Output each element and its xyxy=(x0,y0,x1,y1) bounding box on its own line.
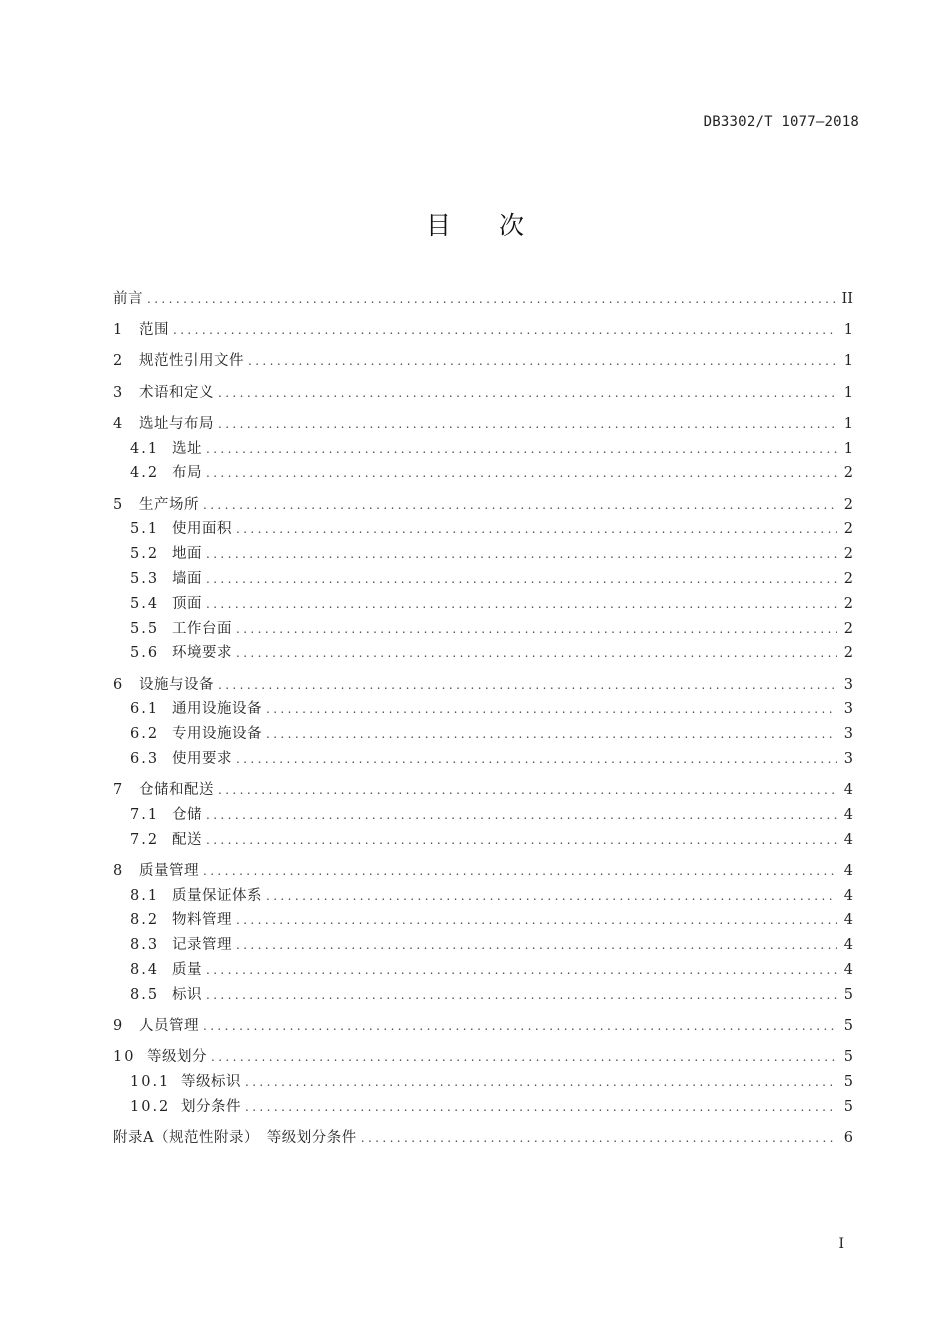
toc-entry[interactable] xyxy=(113,412,853,437)
toc-entry[interactable] xyxy=(113,287,853,312)
toc-entry-page: 1 xyxy=(843,384,853,401)
toc-dot-leader xyxy=(206,461,837,486)
toc-entry[interactable] xyxy=(113,803,853,828)
toc-entry-page: 3 xyxy=(843,701,853,718)
toc-dot-leader xyxy=(361,1126,837,1151)
toc-entry-number: 7.1 xyxy=(130,806,160,823)
toc-entry-number: 8 xyxy=(113,862,125,879)
toc-entry-number: 6.2 xyxy=(130,726,160,743)
toc-entry[interactable] xyxy=(113,958,853,983)
toc-dot-leader xyxy=(206,983,837,1008)
toc-dot-leader xyxy=(236,933,837,958)
document-code: DB3302/T 1077—2018 xyxy=(703,114,859,130)
toc-entry-page: 5 xyxy=(843,1018,853,1035)
toc-entry-title: 范围 xyxy=(139,322,169,339)
toc-entry-page: 3 xyxy=(843,676,853,693)
toc-title: 目次 xyxy=(425,211,572,240)
toc-dot-leader xyxy=(266,722,837,747)
toc-entry[interactable] xyxy=(113,349,853,374)
toc-dot-leader xyxy=(245,1070,837,1095)
toc-entry[interactable] xyxy=(113,617,853,642)
toc-dot-leader xyxy=(218,673,837,698)
toc-entry-page: 3 xyxy=(843,726,853,743)
toc-entry-number: 5.2 xyxy=(130,546,160,563)
toc-entry-number: 6.1 xyxy=(130,701,160,718)
toc-entry-page: 5 xyxy=(843,1074,853,1091)
toc-entry-number: 4 xyxy=(113,415,125,432)
toc-entry-title: 选址 xyxy=(172,440,202,457)
toc-entry-page: 6 xyxy=(843,1130,853,1146)
toc-entry-page: II xyxy=(841,291,853,307)
toc-entry-title: 质量管理 xyxy=(139,862,199,879)
toc-dot-leader xyxy=(206,592,837,617)
toc-entry-title: 通用设施设备 xyxy=(172,701,262,718)
toc-entry[interactable] xyxy=(113,567,853,592)
toc-entry[interactable] xyxy=(113,1045,853,1070)
toc-entry-page: 1 xyxy=(843,322,853,339)
toc-entry-page: 4 xyxy=(843,862,853,879)
toc-entry-title: 使用要求 xyxy=(172,750,232,767)
toc-entry[interactable] xyxy=(113,461,853,486)
toc-entry-page: 4 xyxy=(843,912,853,929)
toc-entry-number: 8.2 xyxy=(130,912,160,929)
toc-entry-title: 物料管理 xyxy=(172,912,232,929)
toc-entry-page: 5 xyxy=(843,1098,853,1115)
toc-entry-title: 环境要求 xyxy=(172,645,232,662)
toc-entry[interactable] xyxy=(113,747,853,772)
toc-entry[interactable] xyxy=(113,542,853,567)
toc-entry-number: 9 xyxy=(113,1018,125,1035)
toc-entry-page: 1 xyxy=(843,440,853,457)
toc-dot-leader xyxy=(236,517,837,542)
toc-entry-title: 专用设施设备 xyxy=(172,726,262,743)
toc-entry[interactable] xyxy=(113,722,853,747)
toc-dot-leader xyxy=(203,859,837,884)
toc-entry-page: 2 xyxy=(843,595,853,612)
toc-entry-title: 生产场所 xyxy=(139,496,199,513)
toc-dot-leader xyxy=(266,884,837,909)
toc-entry[interactable] xyxy=(113,381,853,406)
toc-entry-number: 5.4 xyxy=(130,595,160,612)
toc-dot-leader xyxy=(206,542,837,567)
toc-entry[interactable] xyxy=(113,983,853,1008)
toc-dot-leader xyxy=(236,617,837,642)
toc-entry-number: 8.4 xyxy=(130,962,160,979)
toc-entry-title: 规范性引用文件 xyxy=(139,353,244,370)
toc-entry-title: 记录管理 xyxy=(172,937,232,954)
toc-entry-title: 前言 xyxy=(113,291,143,307)
toc-entry-number: 10.1 xyxy=(130,1074,171,1091)
toc-entry-title: 附录A（规范性附录） 等级划分条件 xyxy=(113,1130,357,1146)
toc-entry[interactable] xyxy=(113,828,853,853)
toc-entry-number: 8.3 xyxy=(130,937,160,954)
toc-entry[interactable] xyxy=(113,493,853,518)
toc-entry-title: 仓储和配送 xyxy=(139,782,214,799)
toc-entry[interactable] xyxy=(113,908,853,933)
toc-entry-page: 4 xyxy=(843,806,853,823)
toc-entry-number: 5.3 xyxy=(130,570,160,587)
toc-entry-number: 5.1 xyxy=(130,521,160,538)
toc-entry[interactable] xyxy=(113,517,853,542)
toc-entry[interactable] xyxy=(113,884,853,909)
toc-entry-number: 3 xyxy=(113,384,125,401)
toc-list xyxy=(113,287,853,1151)
toc-entry-number: 4.1 xyxy=(130,440,160,457)
toc-entry-title: 配送 xyxy=(172,831,202,848)
toc-entry-number: 5.6 xyxy=(130,645,160,662)
toc-entry[interactable] xyxy=(113,673,853,698)
toc-entry-number: 10 xyxy=(113,1049,136,1066)
toc-entry-number: 2 xyxy=(113,353,125,370)
toc-entry-number: 8.5 xyxy=(130,986,160,1003)
toc-dot-leader xyxy=(218,778,837,803)
toc-dot-leader xyxy=(266,697,837,722)
toc-dot-leader xyxy=(248,349,837,374)
toc-dot-leader xyxy=(203,493,837,518)
toc-entry-page: 4 xyxy=(843,962,853,979)
toc-entry-number: 7.2 xyxy=(130,831,160,848)
toc-entry-page: 2 xyxy=(843,620,853,637)
page-number: I xyxy=(838,1236,844,1252)
toc-entry-title: 质量 xyxy=(172,962,202,979)
toc-entry[interactable] xyxy=(113,778,853,803)
toc-entry-title: 标识 xyxy=(172,986,202,1003)
toc-dot-leader xyxy=(236,641,837,666)
toc-entry-page: 2 xyxy=(843,521,853,538)
toc-entry-page: 4 xyxy=(843,831,853,848)
toc-entry-number: 5.5 xyxy=(130,620,160,637)
toc-entry-title: 术语和定义 xyxy=(139,384,214,401)
toc-entry[interactable] xyxy=(113,697,853,722)
toc-entry-page: 2 xyxy=(843,465,853,482)
toc-entry-title: 质量保证体系 xyxy=(172,887,262,904)
toc-entry[interactable] xyxy=(113,641,853,666)
toc-entry-title: 布局 xyxy=(172,465,202,482)
toc-entry-number: 8.1 xyxy=(130,887,160,904)
toc-entry-page: 5 xyxy=(843,1049,853,1066)
toc-entry-title: 人员管理 xyxy=(139,1018,199,1035)
toc-entry-page: 4 xyxy=(843,937,853,954)
toc-dot-leader xyxy=(245,1095,837,1120)
toc-entry-page: 1 xyxy=(843,353,853,370)
toc-entry[interactable] xyxy=(113,1070,853,1095)
toc-dot-leader xyxy=(206,958,837,983)
toc-dot-leader xyxy=(206,437,837,462)
toc-entry-number: 7 xyxy=(113,782,125,799)
toc-dot-leader xyxy=(173,318,837,343)
toc-entry-number: 6.3 xyxy=(130,750,160,767)
toc-entry-title: 仓储 xyxy=(172,806,202,823)
toc-entry[interactable] xyxy=(113,1014,853,1039)
toc-dot-leader xyxy=(218,381,837,406)
toc-dot-leader xyxy=(206,567,837,592)
toc-entry-page: 2 xyxy=(843,645,853,662)
toc-entry-number: 1 xyxy=(113,322,125,339)
toc-dot-leader xyxy=(236,747,837,772)
toc-dot-leader xyxy=(206,828,837,853)
toc-entry-page: 4 xyxy=(843,782,853,799)
toc-entry-title: 等级划分 xyxy=(147,1049,207,1066)
toc-entry-page: 3 xyxy=(843,750,853,767)
toc-entry[interactable] xyxy=(113,1095,853,1120)
toc-entry-page: 2 xyxy=(843,570,853,587)
toc-entry-page: 4 xyxy=(843,887,853,904)
toc-entry-number: 10.2 xyxy=(130,1098,171,1115)
toc-dot-leader xyxy=(203,1014,837,1039)
toc-entry-title: 墙面 xyxy=(172,570,202,587)
toc-entry[interactable] xyxy=(113,437,853,462)
toc-entry[interactable] xyxy=(113,318,853,343)
toc-entry[interactable] xyxy=(113,859,853,884)
toc-entry[interactable] xyxy=(113,1126,853,1151)
toc-dot-leader xyxy=(236,908,837,933)
toc-entry-page: 1 xyxy=(843,415,853,432)
toc-entry[interactable] xyxy=(113,933,853,958)
toc-entry-title: 顶面 xyxy=(172,595,202,612)
toc-entry-title: 选址与布局 xyxy=(139,415,214,432)
toc-entry-title: 工作台面 xyxy=(172,620,232,637)
toc-entry-page: 2 xyxy=(843,496,853,513)
toc-entry-page: 5 xyxy=(843,986,853,1003)
toc-entry-page: 2 xyxy=(843,546,853,563)
toc-entry-number: 4.2 xyxy=(130,465,160,482)
toc-dot-leader xyxy=(206,803,837,828)
toc-entry-title: 划分条件 xyxy=(181,1098,241,1115)
toc-dot-leader xyxy=(211,1045,837,1070)
toc-dot-leader xyxy=(147,287,836,312)
toc-entry-number: 6 xyxy=(113,676,125,693)
toc-entry-title: 设施与设备 xyxy=(139,676,214,693)
toc-entry-title: 地面 xyxy=(172,546,202,563)
toc-entry[interactable] xyxy=(113,592,853,617)
toc-entry-number: 5 xyxy=(113,496,125,513)
toc-dot-leader xyxy=(218,412,837,437)
toc-entry-title: 使用面积 xyxy=(172,521,232,538)
toc-entry-title: 等级标识 xyxy=(181,1074,241,1091)
